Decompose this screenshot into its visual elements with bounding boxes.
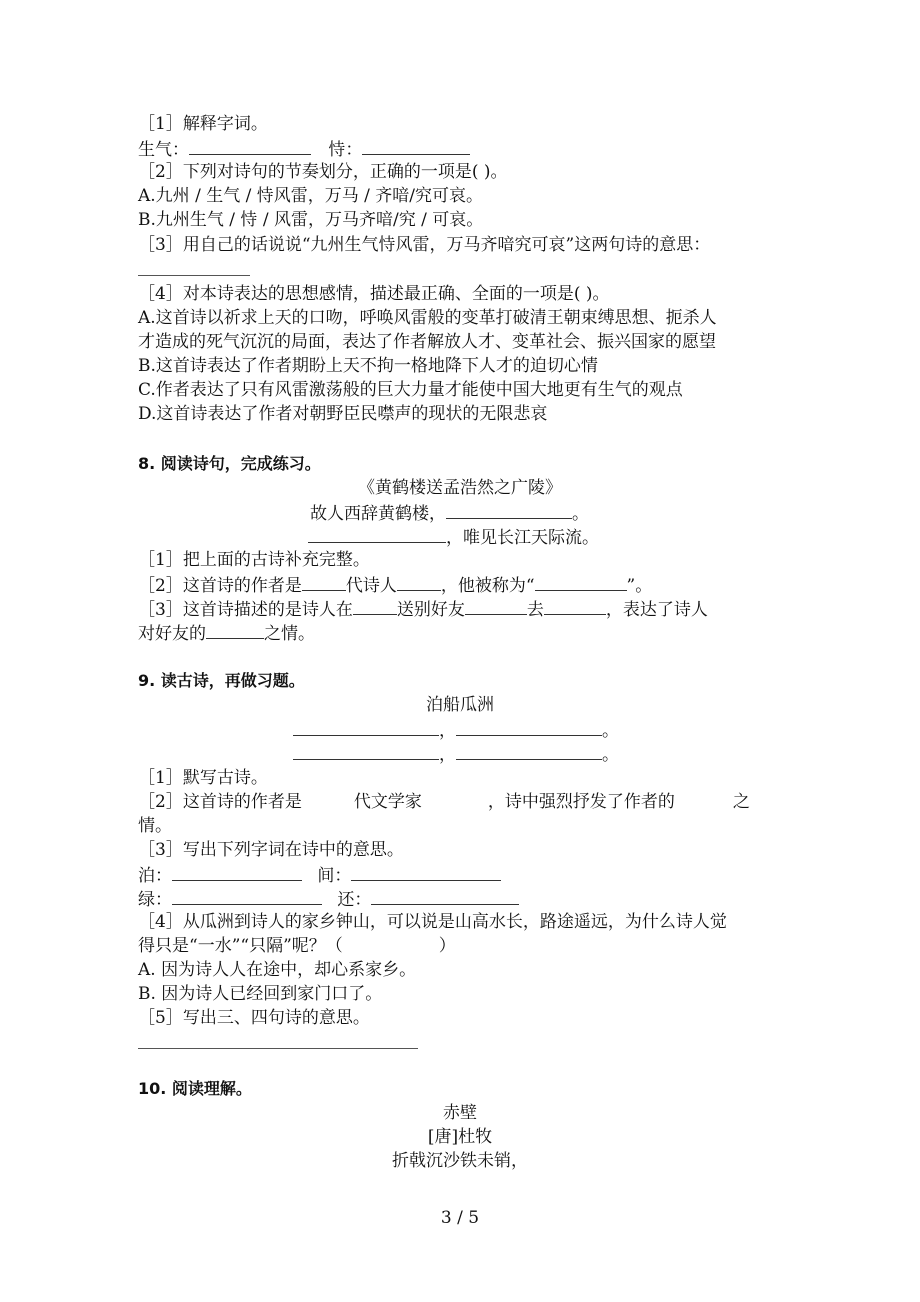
q9-part3: ［3］写出下列字词在诗中的意思。: [138, 840, 404, 860]
q9-part2: [138, 790, 750, 814]
q9-part1: ［1］默写古诗。: [138, 768, 268, 788]
q9-comma-2: ，: [439, 745, 456, 765]
q8-poem-line1-text: 故人西辞黄鹤楼，: [310, 504, 446, 524]
q8-part3-f: 之情。: [264, 624, 315, 644]
q9-heading: 9. 读古诗，再做习题。: [138, 671, 305, 690]
bo-blank: [172, 862, 302, 881]
q9-part2-cont: 情。: [138, 816, 172, 836]
q9-part4-b: 得只是“一水”“只隔”呢？（: [138, 936, 343, 956]
page-number: 3 / 5: [440, 1208, 480, 1228]
q9-poem-blank-1: [293, 717, 439, 736]
q7-part1: ［1］解释字词。: [138, 114, 268, 134]
q9-comma-1: ，: [439, 721, 456, 741]
shi-label: 恃：: [328, 140, 363, 160]
q10-poem-line1: 折戟沉沙铁未销，: [392, 1151, 528, 1171]
q8-friend-blank: [465, 596, 527, 615]
shi-blank: [362, 136, 470, 155]
q8-part3-a: ［3］这首诗描述的是诗人在: [138, 600, 353, 620]
q9-part5-answer-line: [138, 1048, 418, 1049]
q9-vocab-row2: [138, 886, 519, 912]
q8-part3-e: 对好友的: [138, 624, 206, 644]
q8-poem-line1-end: 。: [572, 504, 589, 524]
q8-part3-d: ，表达了诗人: [605, 600, 708, 620]
q9-part2-a: ［2］这首诗的作者是: [138, 792, 302, 812]
q8-poet-blank: [397, 572, 441, 591]
q8-poem-line1-blank: [446, 500, 572, 519]
q8-place-blank: [353, 596, 397, 615]
q8-part3-b: 送别好友: [396, 600, 465, 620]
q7-part2: ［2］下列对诗句的节奏划分，正确的一项是( )。: [138, 162, 508, 182]
q7-part4-option-c: C.作者表达了只有风雷激荡般的巨大力量才能使中国大地更有生气的观点: [138, 380, 683, 400]
q9-part4-option-b: B. 因为诗人已经回到家门口了。: [138, 984, 383, 1004]
q9-part2-c: ，诗中强烈抒发了作者的: [487, 792, 675, 812]
q7-part3: ［3］用自己的话说说“九州生气恃风雷，万马齐喑究可哀”这两句诗的意思：: [138, 235, 711, 255]
q9-part2-b: 代文学家: [353, 792, 422, 812]
q8-poem-line2-text: ，唯见长江天际流。: [446, 528, 599, 548]
q8-part3-cont: [138, 620, 315, 646]
q8-title-blank: [535, 572, 627, 591]
q8-poem-line1: [310, 500, 589, 526]
q7-part4-option-a-line2: 才造成的死气沉沉的局面，表达了作者解放人才、变革社会、振兴国家的愿望: [138, 332, 716, 352]
q8-poem-line2-blank: [308, 524, 446, 543]
q8-part3-c: 去: [526, 600, 544, 620]
bo-label: 泊：: [138, 866, 172, 886]
q9-poem-line2: [293, 741, 619, 767]
q8-poem-title: 《黄鹤楼送孟浩然之广陵》: [358, 478, 562, 498]
q7-part4: ［4］对本诗表达的思想感情，描述最正确、全面的一项是( )。: [138, 284, 610, 304]
q7-part3-answer-line: [138, 275, 250, 276]
q10-heading: 10. 阅读理解。: [138, 1079, 252, 1098]
q8-dynasty-blank: [302, 572, 346, 591]
q9-poem-blank-2: [456, 717, 602, 736]
lv-label: 绿：: [138, 890, 172, 910]
shengqi-blank: [189, 136, 311, 155]
q7-part4-option-b: B.这首诗表达了作者期盼上天不拘一格地降下人才的迫切心情: [138, 356, 598, 376]
jian-label: 间：: [317, 866, 352, 886]
jian-blank: [351, 862, 501, 881]
lv-blank: [172, 886, 322, 905]
q8-part2-d: ”。: [626, 576, 653, 596]
q10-poem-title: 赤壁: [443, 1103, 477, 1123]
q8-feeling-blank: [206, 620, 264, 639]
q8-destination-blank: [544, 596, 606, 615]
q9-poem-title: 泊船瓜洲: [426, 695, 494, 715]
q9-poem-line1: [293, 717, 619, 743]
q9-period-1: 。: [602, 721, 619, 741]
q9-poem-blank-4: [456, 741, 602, 760]
q9-poem-blank-3: [293, 741, 439, 760]
q9-part4-option-a: A. 因为诗人人在途中，却心系家乡。: [138, 960, 417, 980]
q9-part5: ［5］写出三、四句诗的意思。: [138, 1008, 370, 1028]
q7-part4-option-d: D.这首诗表达了作者对朝野臣民噤声的现状的无限悲哀: [138, 404, 548, 424]
q8-poem-line2: [308, 524, 599, 550]
huan-label: 还：: [337, 890, 372, 910]
q9-part4-line2: [138, 934, 456, 958]
q7-part2-option-b: B.九州生气 / 恃 / 风雷，万马齐喑/究 / 可哀。: [138, 210, 484, 230]
q8-part3: [138, 596, 708, 622]
q8-part2: [138, 572, 652, 598]
q9-period-2: 。: [602, 745, 619, 765]
q9-vocab-row1: [138, 862, 501, 888]
q8-part2-a: ［2］这首诗的作者是: [138, 576, 302, 596]
q7-part2-option-a: A.九州 / 生气 / 恃风雷，万马 / 齐喑/究可哀。: [138, 186, 484, 206]
q8-part2-c: ，他被称为“: [440, 576, 535, 596]
q7-part4-option-a-line1: A.这首诗以祈求上天的口吻，呼唤风雷般的变革打破清王朝束缚思想、扼杀人: [138, 308, 717, 328]
q8-heading: 8. 阅读诗句，完成练习。: [138, 454, 321, 473]
q9-part2-d: 之: [732, 792, 750, 812]
q8-part2-b: 代诗人: [345, 576, 397, 596]
q7-vocab-row: [138, 136, 470, 162]
q10-poem-author: [唐]杜牧: [427, 1127, 493, 1147]
q9-part4-line1: ［4］从瓜洲到诗人的家乡钟山，可以说是山高水长，路途遥远，为什么诗人觉: [138, 912, 727, 932]
q8-part1: ［1］把上面的古诗补充完整。: [138, 550, 370, 570]
q9-part4-c: ）: [438, 936, 456, 956]
shengqi-label: 生气：: [138, 140, 189, 160]
huan-blank: [371, 886, 519, 905]
